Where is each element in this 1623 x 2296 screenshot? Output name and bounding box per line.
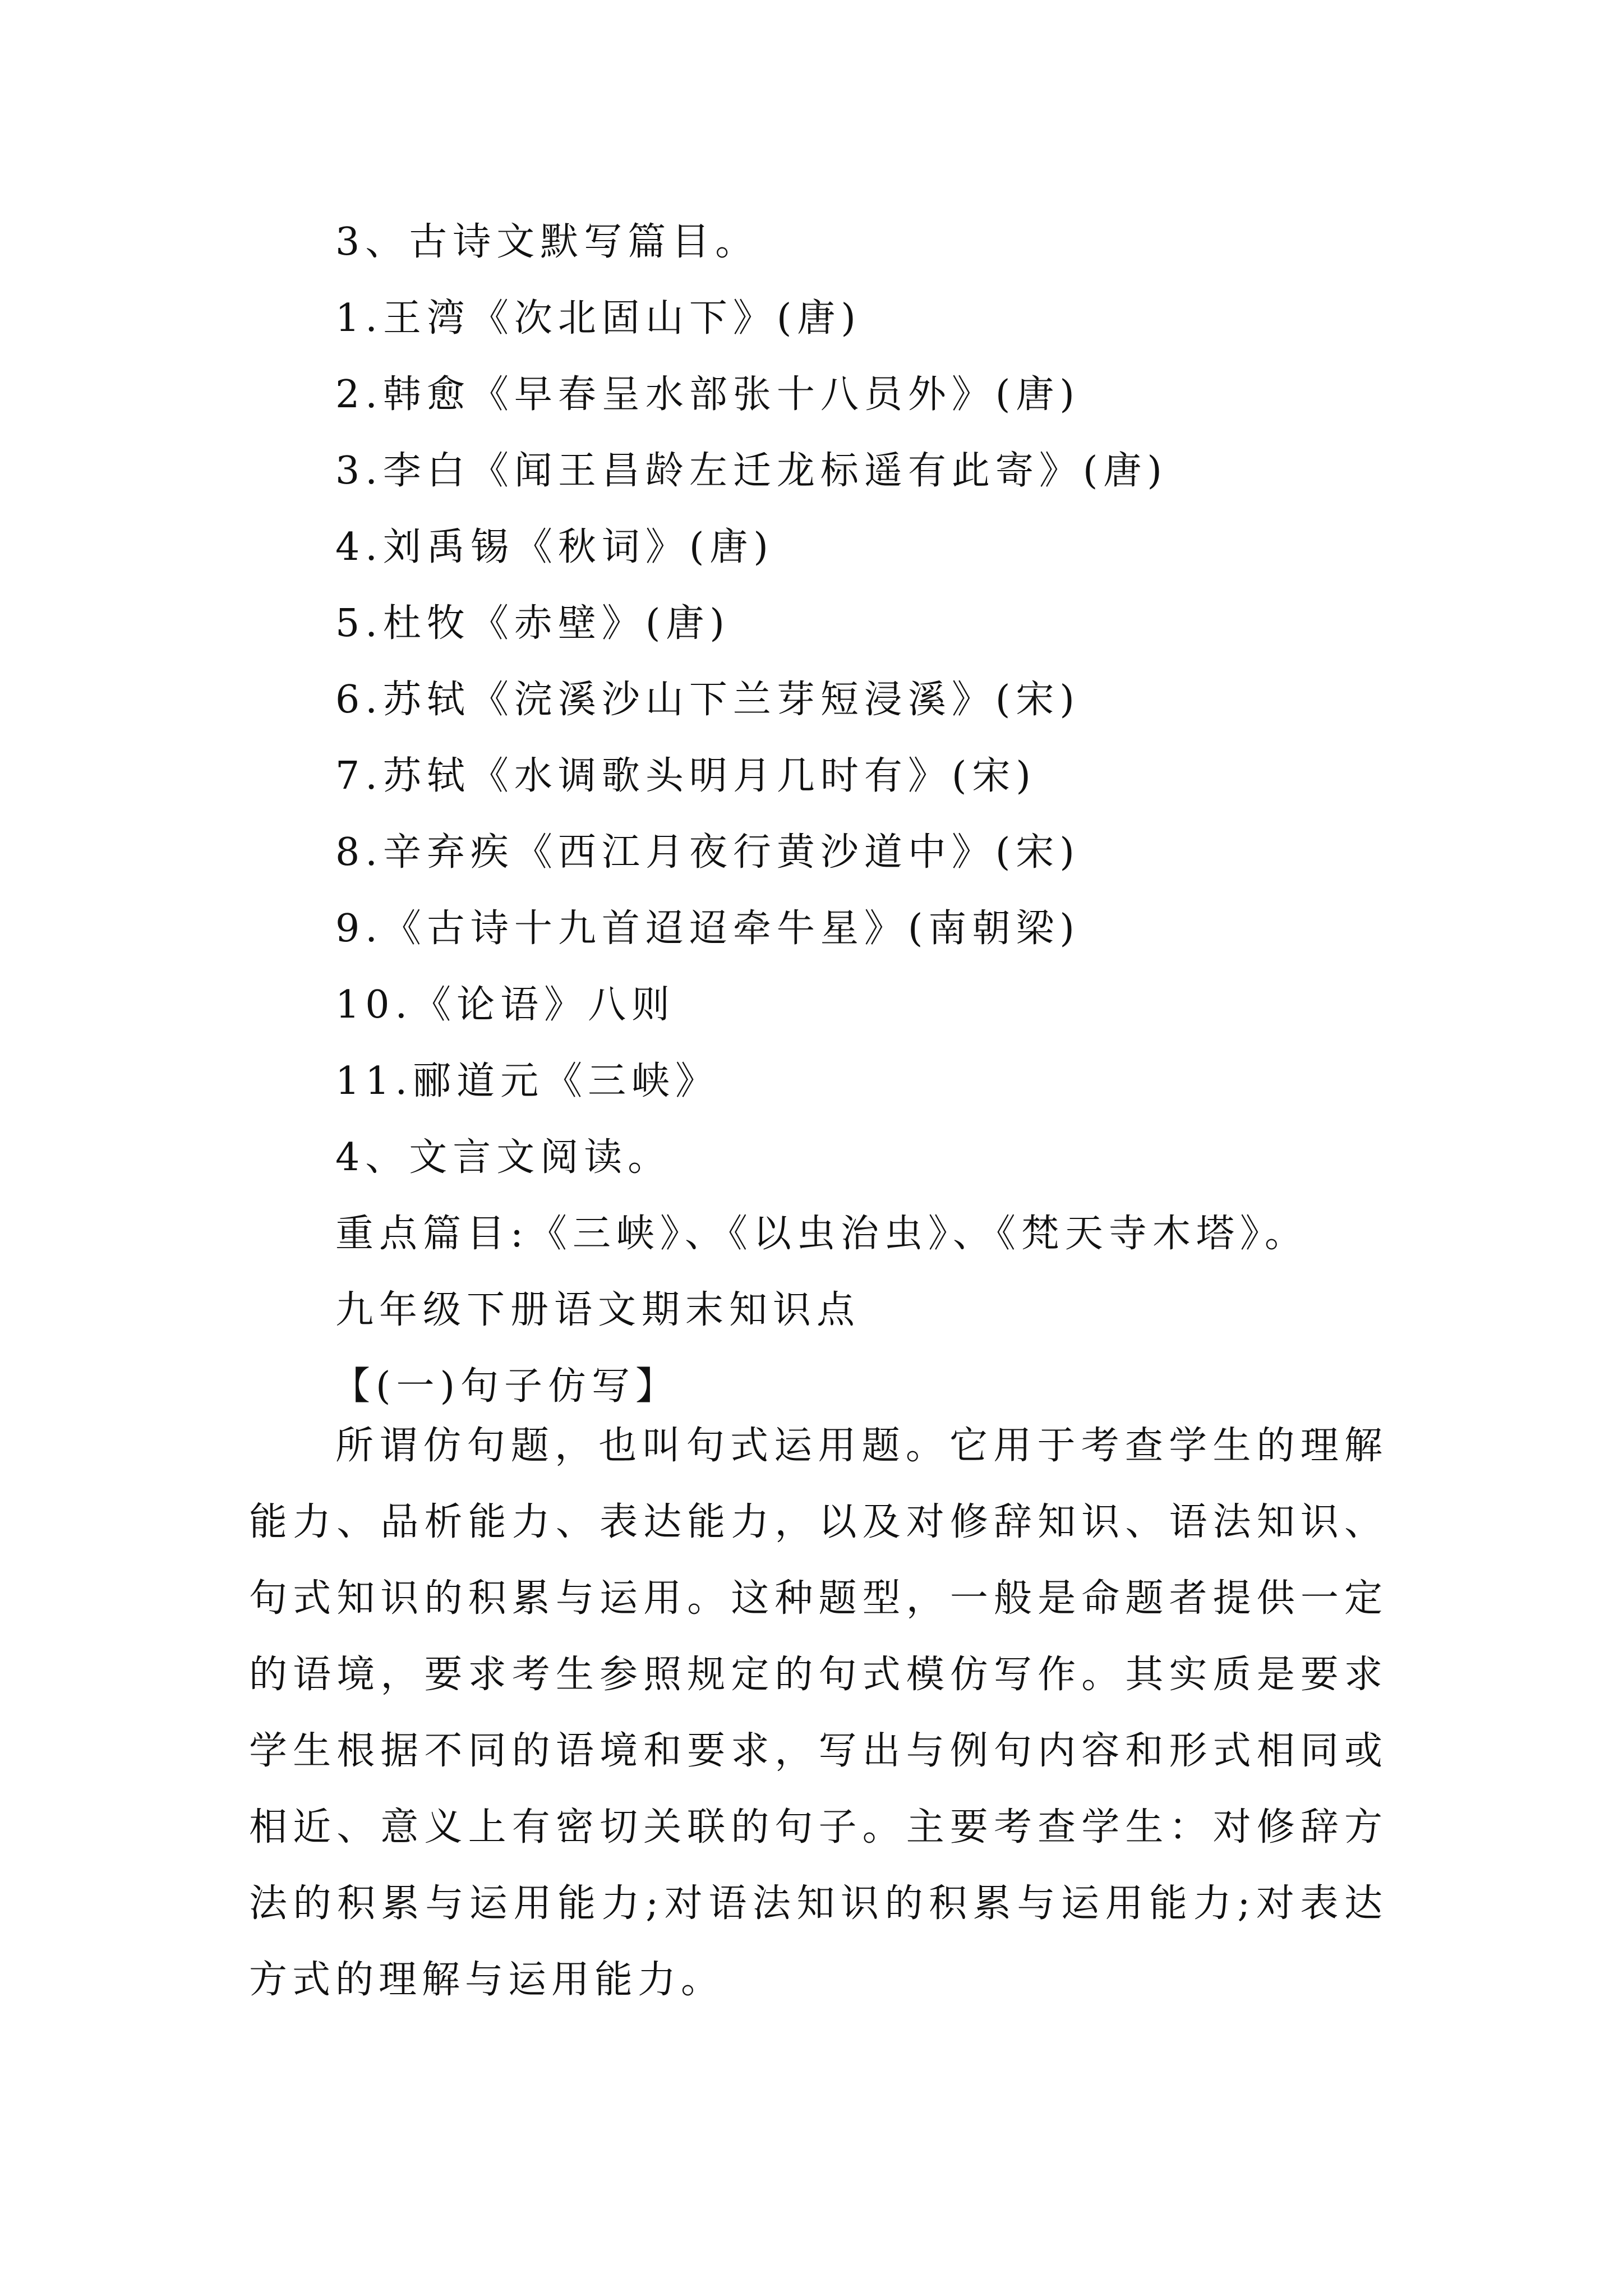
list-item: 7.苏轼《水调歌头明月几时有》(宋) <box>335 754 1036 798</box>
heading-recitation: 3、古诗文默写篇目。 <box>335 220 759 264</box>
key-texts: 重点篇目:《三峡》、《以虫治虫》、《梵天寺木塔》。 <box>335 1212 1308 1256</box>
list-item: 5.杜牧《赤壁》(唐) <box>335 601 730 646</box>
list-item: 8.辛弃疾《西江月夜行黄沙道中》(宋) <box>335 830 1080 875</box>
list-item: 11.郦道元《三峡》 <box>335 1059 720 1103</box>
subsection-title: 【(一)句子仿写】 <box>332 1364 680 1409</box>
list-item: 10.《论语》八则 <box>335 983 676 1027</box>
list-item: 4.刘禹锡《秋词》(唐) <box>335 525 774 569</box>
list-item: 3.李白《闻王昌龄左迁龙标遥有此寄》(唐) <box>335 449 1168 493</box>
list-item: 1.王湾《次北固山下》(唐) <box>335 296 861 341</box>
heading-classical: 4、文言文阅读。 <box>335 1135 672 1180</box>
list-item: 2.韩愈《早春呈水部张十八员外》(唐) <box>335 372 1080 417</box>
list-item: 9.《古诗十九首迢迢牵牛星》(南朝梁) <box>335 907 1080 951</box>
section-title: 九年级下册语文期末知识点 <box>335 1288 861 1332</box>
body-paragraph: 所谓仿句题，也叫句式运用题。它用于考查学生的理解能力、品析能力、表达能力，以及对修辞知识、语法知识、句式知识的积累与运用。这种题型，一般是命题者提供一定的语境，要求考生参照规定的句式模仿写作。其实质是要求学生根据不同的语境和要求，写出与例句内容和形式相同或相近、意义上有密切关联的句子。主要考查学生：对修辞方法的积累与运用能力;对语法知识的积累与运用能力;对表达方式的理解与运用能力。 <box>249 1424 1387 2002</box>
list-item: 6.苏轼《浣溪沙山下兰芽短浸溪》(宋) <box>335 678 1080 722</box>
